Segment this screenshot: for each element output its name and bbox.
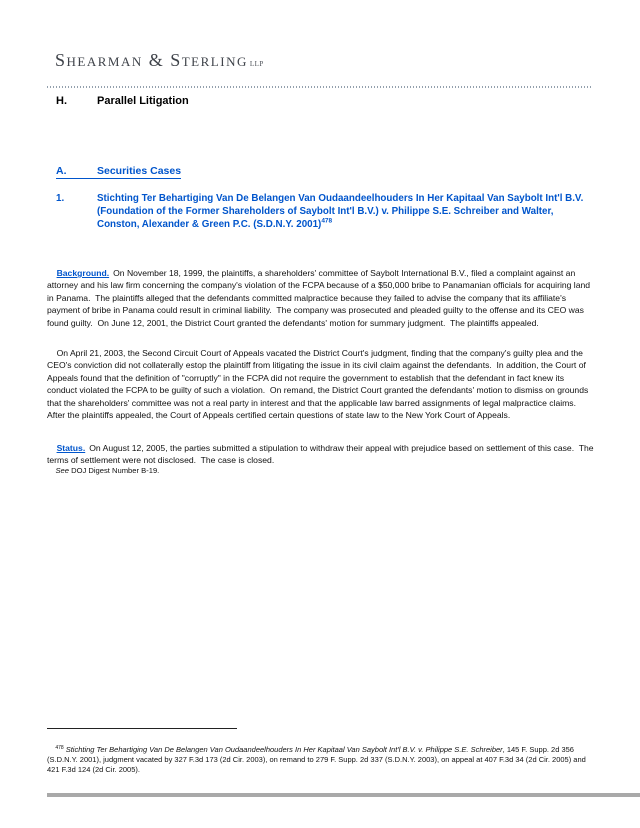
case-number: 1. bbox=[56, 193, 65, 204]
appeal-text: On April 21, 2003, the Second Circuit Court of Appeals vacated the District Court's judgment, finding that the company's guilty plea and the CEO's conviction did not collaterally estop the plaintiff from litigating the issue in its civil claim against the defendants. In addition, the Court of Appeals found that the definition of "corruptly" in the FCPA did not require the government to establish that the defendant in fact knew its conduct violated the FCPA to be guilty of such a violation. On remand, the District Court granted the defendants' motion to dismiss on grounds that the shareholders' committee was not a real party in interest and that the applicable law barred assignments of legal malpractice claims. After the plaintiffs appealed, the Court of Appeals certified certain questions of state law to the New York Court of Appeals. bbox=[47, 348, 591, 421]
background-label: Background. bbox=[56, 268, 110, 278]
subsection-heading bbox=[56, 165, 181, 179]
subsection-number: A. bbox=[56, 165, 67, 177]
see-note-rest: DOJ Digest Number B-19. bbox=[68, 466, 160, 475]
case-title: Stichting Ter Behartiging Van De Belangen Van Oudaandeelhouders In Her Kapitaal Van Saybolt Int'l B.V. (Foundation of the Former Shareholders of Saybolt Int'l B.V.) v. Philippe S.E. Schreiber and Walter, Conston, Alexander & Green P.C. (S.D.N.Y. 2001)$^{478}$ bbox=[97, 193, 584, 230]
case-heading bbox=[56, 192, 594, 231]
status-text: On August 12, 2005, the parties submitted a stipulation to withdraw their appeal with prejudice based on settlement of this case. The terms of settlement were not disclosed. The case is closed. bbox=[47, 443, 596, 466]
footnote-number: 478 bbox=[55, 744, 64, 751]
background-text: On November 18, 1999, the plaintiffs, a shareholders' committee of Saybolt International B.V., filed a complaint against an attorney and his law firm concerning the company's violation of the FCPA because of a $50,000 bribe to Panamanian officials for acquiring land in Panama. The plaintiffs alleged that the defendants committed malpractice because they failed to advise the company that its affiliate's payment of bribe in Panama could result in criminal liability. The company was prosecuted and pleaded guilty to the offense and its CEO was found guilty. On June 12, 2001, the District Court granted the defendants' motion for summary judgment. The plaintiffs appealed. bbox=[47, 268, 593, 328]
firm-name: Shearman & Sterling bbox=[55, 50, 248, 70]
footnote-case-name: Stichting Ter Behartiging Van De Belangen Van Oudaandeelhouders In Her Kapitaal Van Saybolt Int'l B.V. v. Philippe S.E. Schreiber bbox=[65, 745, 503, 754]
see-note bbox=[47, 457, 159, 484]
see-note-italic: See bbox=[55, 466, 69, 475]
header-divider bbox=[47, 86, 593, 88]
appeal-paragraph bbox=[47, 335, 594, 434]
firm-suffix: LLP bbox=[249, 60, 264, 68]
footer-bar bbox=[47, 793, 640, 797]
section-heading bbox=[56, 95, 189, 107]
footnote-reference: 478 bbox=[321, 217, 333, 225]
status-label: Status. bbox=[56, 443, 86, 453]
section-number: H. bbox=[56, 95, 67, 107]
footnote bbox=[47, 735, 594, 785]
background-paragraph bbox=[47, 255, 594, 342]
footnote-divider bbox=[47, 728, 237, 729]
section-title: Parallel Litigation bbox=[97, 95, 189, 107]
subsection-title: Securities Cases bbox=[97, 165, 182, 177]
firm-logo bbox=[55, 50, 264, 71]
footnote-citation: , 145 F. Supp. 2d 356 (S.D.N.Y. 2001), judgment vacated by 327 F.3d 173 (2d Cir. 2003), on remand to 279 F. Supp. 2d 337 (S.D.N.Y. 2003), on appeal at 407 F.3d 34 (2d Cir. 2005) and 421 F.3d 124 (2d Cir. 2005). bbox=[47, 745, 588, 774]
